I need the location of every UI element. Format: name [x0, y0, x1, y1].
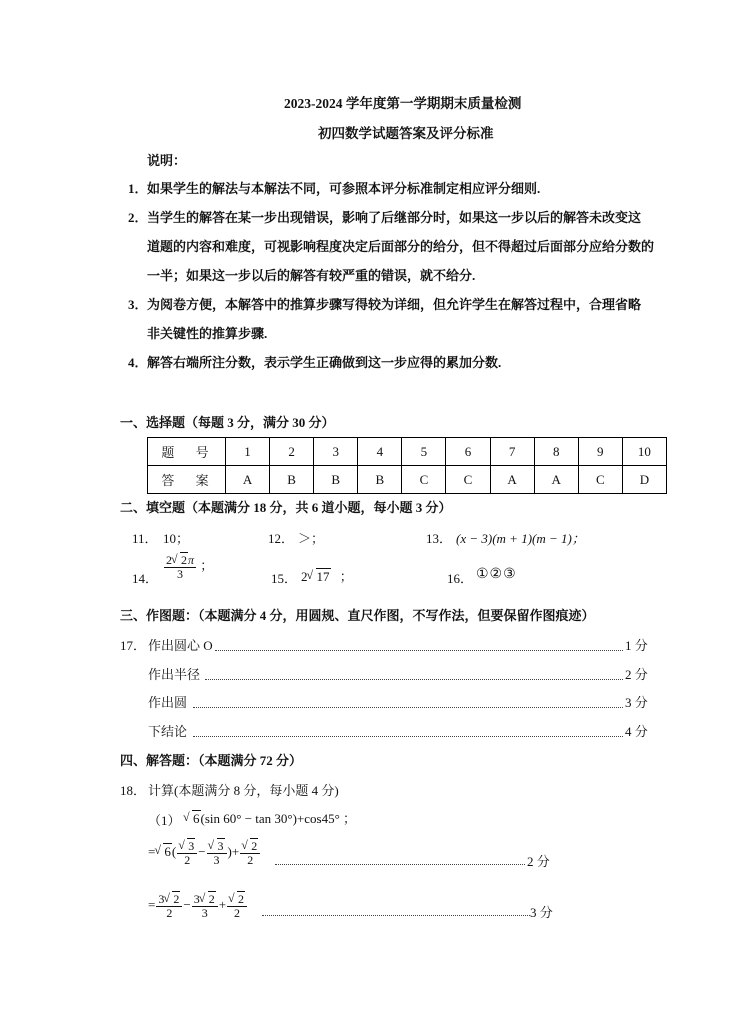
q18-step-2-leader [262, 915, 530, 916]
q17-step-4: 下结论 [148, 724, 188, 739]
answer-table-answer-row [148, 466, 667, 494]
note-1-text: 如果学生的解法与本解法不同，可参照本评分标准制定相应评分细则. [147, 181, 541, 196]
table-cell-answer: A [490, 466, 534, 494]
note-1-number: 1． [128, 181, 148, 196]
table-cell-number: 7 [490, 438, 534, 466]
q17-step-4-leader [193, 736, 623, 737]
document-title: 2023-2024 学年度第一学期期末质量检测 [284, 96, 522, 111]
q15-number: 15． [271, 571, 298, 586]
q17-step-3: 作出圆 [148, 695, 188, 710]
table-cell-answer: C [402, 466, 446, 494]
note-3-line-1: 为阅卷方便，本解答中的推算步骤写得较为详细，但允许学生在解答过程中，合理省略 [147, 297, 642, 312]
table-cell-number: 6 [446, 438, 490, 466]
table-cell-number: 3 [314, 438, 358, 466]
q18-step-2-expression: = $\frac{3√ 2}{2}$ − $\frac{3√ 2}{3}$ + √ $\frac{2}{2}$ [148, 893, 248, 919]
table-cell-answer: B [270, 466, 314, 494]
q16-number: 16． [447, 571, 474, 586]
note-2-line-1: 当学生的解答在某一步出现错误，影响了后继部分时，如果这一步以后的解答未改变这 [147, 210, 642, 225]
q12-number: 12． [268, 531, 295, 546]
q11-answer: 10； [163, 531, 190, 546]
q18-part1-label: （1） [148, 813, 181, 828]
q17-number: 17． [120, 638, 147, 653]
q14-number: 14． [132, 571, 159, 586]
q16-answer: ①②③ [476, 567, 517, 582]
note-2-number: 2． [128, 210, 148, 225]
table-cell-number: 9 [578, 438, 622, 466]
section-3-heading: 三、作图题：（本题满分 4 分，用圆规、直尺作图，不写作法，但要保留作图痕迹） [120, 608, 595, 623]
q15-coef: 2 [301, 569, 308, 584]
q11-number: 11． [132, 531, 158, 546]
q18-title: 计算(本题满分 8 分，每小题 4 分) [148, 783, 339, 798]
table-cell-number: 5 [402, 438, 446, 466]
q17-step-3-score: 3 分 [625, 695, 648, 710]
q15-answer [301, 566, 353, 585]
q14-pi: π [188, 553, 195, 567]
note-2-line-3: 一半；如果这一步以后的解答有较严重的错误，就不给分. [147, 268, 476, 283]
q13-answer: (x − 3)(m + 1)(m − 1)； [456, 531, 585, 546]
table-cell-answer: B [358, 466, 402, 494]
q17-step-1-leader [215, 650, 623, 651]
table-cell-answer: B [314, 466, 358, 494]
q18-part1-expression [184, 808, 356, 827]
q17-step-2: 作出半径 [148, 667, 201, 682]
q17-step-2-leader [205, 679, 623, 680]
q17-step-1: 作出圆心 O [148, 638, 213, 653]
table-cell-number: 1 [226, 438, 270, 466]
q14-tail: ； [200, 558, 214, 574]
note-4-text: 解答右端所注分数，表示学生正确做到这一步应得的累加分数. [147, 355, 502, 370]
table-cell-answer: C [578, 466, 622, 494]
q13-number: 13． [426, 531, 453, 546]
document-subtitle: 初四数学试题答案及评分标准 [318, 126, 494, 141]
q17-step-3-leader [193, 707, 623, 708]
q14-answer [163, 554, 213, 580]
note-3-number: 3． [128, 297, 148, 312]
q15-tail: ； [339, 569, 353, 584]
q14-fraction [164, 554, 196, 580]
q14-coef: 2 [166, 553, 172, 567]
answer-table-number-row [148, 438, 667, 466]
q18-part1-expression-tail: (sin 60° − tan 30°)+cos45° ； [200, 811, 357, 826]
note-2-line-2: 道题的内容和难度，可视影响程度决定后面部分的给分，但不得超过后面部分应给分数的 [147, 239, 655, 254]
note-3-line-2: 非关键性的推算步骤. [147, 326, 268, 341]
table-cell-answer: C [446, 466, 490, 494]
table-cell-answer: A [534, 466, 578, 494]
note-4-number: 4． [128, 355, 148, 370]
section-1-heading: 一、选择题（每题 3 分，满分 30 分） [120, 415, 335, 430]
q17-step-1-score: 1 分 [625, 638, 648, 653]
q18-step-1-leader [275, 864, 525, 865]
q12-answer: ＞； [298, 531, 325, 546]
q14-radicand: 2 [181, 553, 187, 567]
table-cell-answer: A [226, 466, 270, 494]
q17-step-4-score: 4 分 [625, 724, 648, 739]
q17-step-2-score: 2 分 [625, 667, 648, 682]
table-row-label: 题 号 [148, 438, 226, 466]
q18-part1-radicand: 6 [193, 811, 200, 826]
table-cell-number: 10 [622, 438, 666, 466]
section-2-heading: 二、填空题（本题满分 18 分，共 6 道小题，每小题 3 分） [120, 500, 452, 515]
section-4-heading: 四、解答题：（本题满分 72 分） [120, 753, 303, 768]
q14-denominator: 3 [177, 566, 183, 581]
q18-step-2-score: 3 分 [530, 905, 553, 920]
notes-label: 说明： [147, 153, 187, 168]
table-cell-number: 2 [270, 438, 314, 466]
answer-table [147, 437, 667, 494]
q18-number: 18． [120, 783, 147, 798]
q18-step-1-score: 2 分 [527, 854, 550, 869]
q15-radicand: 17 [316, 569, 330, 584]
q18-step-1-expression: =√ 6( √ $\frac{3}{2}$ − √ $\frac{3}{3}$ )+ √ $\frac{2}{2}$ [148, 840, 261, 866]
table-row-label: 答 案 [148, 466, 226, 494]
table-cell-answer: D [622, 466, 666, 494]
table-cell-number: 4 [358, 438, 402, 466]
table-cell-number: 8 [534, 438, 578, 466]
